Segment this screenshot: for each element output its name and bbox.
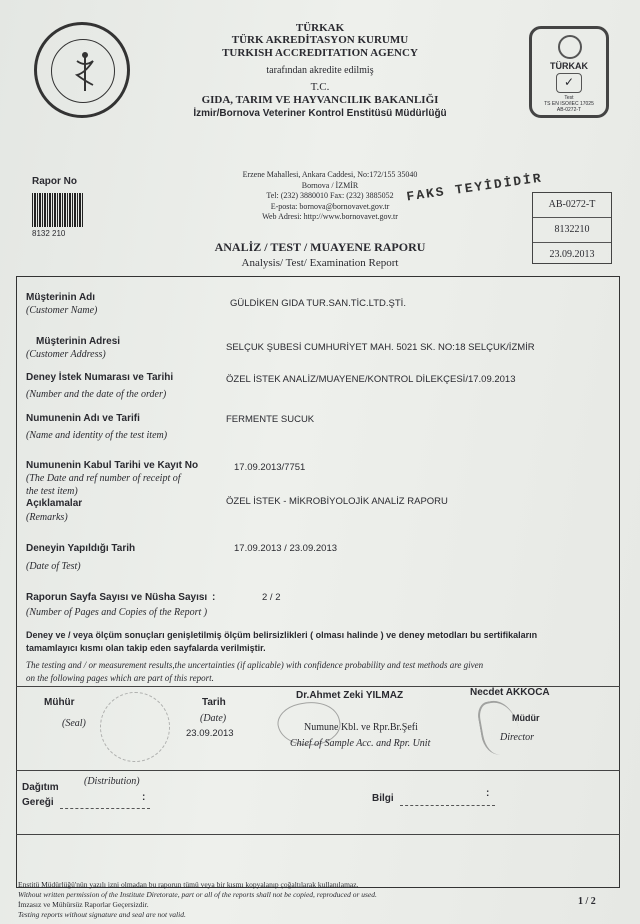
receipt-sublabel: (The Date and ref number of receipt of xyxy=(26,473,181,484)
sample-label: Numunenin Adı ve Tarifi xyxy=(26,413,140,424)
pages-sublabel: (Number of Pages and Copies of the Report ) xyxy=(26,607,208,618)
pages-label: Raporun Sayfa Sayısı ve Nüsha Sayısı xyxy=(26,592,208,603)
receipt-sublabel-2: the test item) xyxy=(26,486,78,497)
distribution-sublabel: (Distribution) xyxy=(84,776,140,787)
report-frame xyxy=(16,276,620,888)
logo-brand: TÜRKAK xyxy=(550,61,588,71)
sample-value: FERMENTE SUCUK xyxy=(226,414,315,425)
report-title: ANALİZ / TEST / MUAYENE RAPORU xyxy=(214,240,426,254)
accredited-text: tarafından akredite edilmiş xyxy=(266,65,374,76)
chief-title: Numune Kbl. ve Rpr.Br.Şefi xyxy=(304,722,418,733)
checkmark-icon: ✓ xyxy=(556,73,582,93)
footer-en-2: Testing reports without signature and seal are not valid. xyxy=(18,910,186,919)
info-colon: : xyxy=(486,788,490,799)
institute-seal-logo xyxy=(34,22,130,118)
agency-name-en: TURKISH ACCREDITATION AGENCY xyxy=(222,47,418,59)
crescent-icon xyxy=(558,35,582,59)
request-sublabel: (Number and the date of the order) xyxy=(26,389,167,400)
date-sublabel: (Date) xyxy=(200,713,227,724)
remarks-value: ÖZEL İSTEK - MİKROBİYOLOJİK ANALİZ RAPORU xyxy=(226,496,448,507)
turkak-label: TÜRKAK xyxy=(295,22,345,34)
pages-value: 2 / 2 xyxy=(262,592,281,603)
report-no-label: Rapor No xyxy=(32,176,77,187)
footer-tr-1: Enstitü Müdürlüğü'nün yazılı izni olmadan bu raporun tümü veya bir kısmı kopyalanıp çoğaltılarak kullanılamaz. xyxy=(18,880,359,889)
action-line xyxy=(60,808,150,809)
action-label: Gereği xyxy=(22,797,54,808)
report-subtitle: Analysis/ Test/ Examination Report xyxy=(241,257,399,269)
customer-address-value: SELÇUK ŞUBESİ CUMHURİYET MAH. 5021 SK. NO:18 SELÇUK/İZMİR xyxy=(226,342,535,353)
tc-label: T.C. xyxy=(310,81,330,93)
receipt-label: Numunenin Kabul Tarihi ve Kayıt No xyxy=(26,460,199,471)
turkak-accreditation-logo xyxy=(529,26,609,118)
test-date-value: 17.09.2013 / 23.09.2013 xyxy=(234,543,338,554)
distribution-label: Dağıtım xyxy=(22,782,59,793)
seal-sublabel: (Seal) xyxy=(62,718,86,729)
fax-verify-stamp: FAKS TEYİDİDİR xyxy=(405,170,544,205)
director-sublabel: Director xyxy=(500,732,535,743)
seal-label: Mühür xyxy=(44,697,75,708)
address-line: Web Adresi: http://www.bornovavet.gov.tr xyxy=(262,212,398,221)
remarks-sublabel: (Remarks) xyxy=(26,512,68,523)
institute-name: İzmir/Bornova Veteriner Kontrol Enstitüsü Müdürlüğü xyxy=(193,108,447,119)
director-name: Necdet AKKOCA xyxy=(470,687,550,698)
test-date-sublabel: (Date of Test) xyxy=(26,561,81,572)
logo-standard: TS EN ISO/IEC 17025 xyxy=(544,101,594,107)
divider xyxy=(16,770,620,771)
address-line: Bornova / İZMİR xyxy=(301,180,359,190)
note-tr-line2: tamamlayıcı kısmı olan takip eden sayfalarda verilmiştir. xyxy=(26,643,266,653)
accreditation-code: AB-0272-T xyxy=(533,193,611,218)
address-line: E-posta: bornova@bornovavet.gov.tr xyxy=(270,201,390,211)
note-tr-line1: Deney ve / veya ölçüm sonuçları genişletilmiş ölçüm belirsizlikleri ( olması halinde ) ve deney metodları bu sertifikaların xyxy=(26,630,538,640)
customer-address-sublabel: (Customer Address) xyxy=(26,349,106,360)
request-value: ÖZEL İSTEK ANALİZ/MUAYENE/KONTROL DİLEKÇESİ/17.09.2013 xyxy=(226,374,516,385)
reference-box xyxy=(532,192,612,264)
footer-en-1: Without written permission of the Institute Diretorate, part or all of the reports shall not be copied, reproduced or used. xyxy=(18,890,377,899)
customer-address-label: Müşterinin Adresi xyxy=(36,336,121,347)
official-seal-stamp xyxy=(100,692,170,762)
ministry-name: GIDA, TARIM VE HAYVANCILIK BAKANLIĞI xyxy=(201,94,439,106)
sample-sublabel: (Name and identity of the test item) xyxy=(26,430,168,441)
barcode xyxy=(32,193,84,227)
address-line: Tel: (232) 3880010 Fax: (232) 3885052 xyxy=(266,191,394,200)
report-number: 8132210 xyxy=(533,218,611,243)
date-value: 23.09.2013 xyxy=(186,728,234,739)
action-colon: : xyxy=(142,792,146,803)
logo-test: Test xyxy=(564,95,574,101)
request-label: Deney İstek Numarası ve Tarihi xyxy=(26,372,174,383)
remarks-label: Açıklamalar xyxy=(26,498,83,509)
page-number: 1 / 2 xyxy=(578,896,596,907)
customer-name-sublabel: (Customer Name) xyxy=(26,305,98,316)
pages-separator: : xyxy=(212,592,216,603)
customer-name-label: Müşterinin Adı xyxy=(26,292,96,303)
customer-name-value: GÜLDİKEN GIDA TUR.SAN.TİC.LTD.ŞTİ. xyxy=(230,298,406,309)
footer-tr-2: İmzasız ve Mühürsüz Raporlar Geçersizdir. xyxy=(18,900,149,909)
chief-title-en: Chief of Sample Acc. and Rpr. Unit xyxy=(290,738,431,749)
info-line xyxy=(400,805,495,806)
agency-name-tr: TÜRK AKREDİTASYON KURUMU xyxy=(231,34,409,46)
test-date-label: Deneyin Yapıldığı Tarih xyxy=(26,543,136,554)
chief-name: Dr.Ahmet Zeki YILMAZ xyxy=(296,690,404,701)
logo-code: AB-0272-T xyxy=(556,107,582,113)
receipt-value: 17.09.2013/7751 xyxy=(234,462,306,473)
note-en-line1: The testing and / or measurement results,the uncertainties (if aplicable) with confidence probability and test methods are given xyxy=(26,660,484,670)
director-label: Müdür xyxy=(512,713,540,723)
address-line: Erzene Mahallesi, Ankara Caddesi, No:172/155 35040 xyxy=(242,170,418,179)
info-label: Bilgi xyxy=(372,793,394,804)
report-date: 23.09.2013 xyxy=(549,249,595,260)
note-en-line2: on the following pages which are part of this report. xyxy=(26,673,214,683)
divider xyxy=(16,834,620,835)
barcode-text: 8132 210 xyxy=(32,229,66,238)
date-label: Tarih xyxy=(202,697,226,708)
